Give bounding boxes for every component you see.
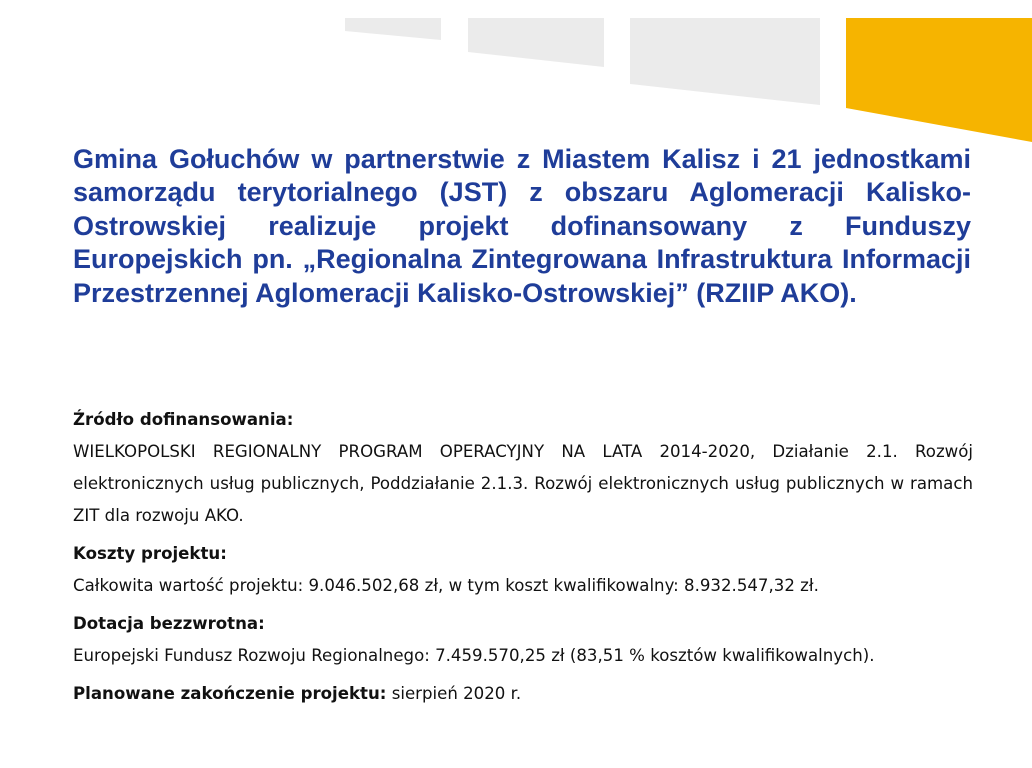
header-decoration	[0, 0, 1032, 145]
grant-label: Dotacja bezzwrotna:	[73, 614, 265, 633]
gray-stripe-3	[630, 18, 820, 105]
grant-section	[73, 608, 973, 672]
completion-section	[73, 678, 973, 710]
gray-stripe-2	[468, 18, 604, 67]
completion-value: sierpień 2020 r.	[391, 684, 522, 703]
funding-source-text: WIELKOPOLSKI REGIONALNY PROGRAM OPERACYJNY NA LATA 2014-2020, Działanie 2.1. Rozwój elektronicznych usług publicznych, Poddziałanie 2.1.3. Rozwój elektronicznych usług publicznych w ramach ZIT dla rozwoju AKO.	[73, 442, 973, 525]
project-headline: Gmina Gołuchów w partnerstwie z Miastem Kalisz i 21 jednostkami samorządu terytorialnego (JST) z obszaru Aglomeracji Kalisko-Ostrowskiej realizuje projekt dofinansowany z Funduszy Europejskich pn. „Regionalna Zintegrowana Infrastruktura Informacji Przestrzennej Aglomeracji Kalisko-Ostrowskiej” (RZIIP AKO).	[73, 144, 971, 308]
completion-label: Planowane zakończenie projektu:	[73, 684, 387, 703]
funding-source-label: Źródło dofinansowania:	[73, 410, 294, 429]
grant-text: Europejski Fundusz Rozwoju Regionalnego: 7.459.570,25 zł (83,51 % kosztów kwalifikowalnych).	[73, 646, 875, 665]
yellow-accent-block	[846, 18, 1032, 142]
project-costs-text: Całkowita wartość projektu: 9.046.502,68 zł, w tym koszt kwalifikowalny: 8.932.547,32 zł.	[73, 576, 819, 595]
gray-stripe-1	[345, 18, 441, 40]
funding-source-section	[73, 404, 973, 532]
project-costs-label: Koszty projektu:	[73, 544, 227, 563]
project-costs-section	[73, 538, 973, 602]
project-details	[73, 404, 973, 716]
